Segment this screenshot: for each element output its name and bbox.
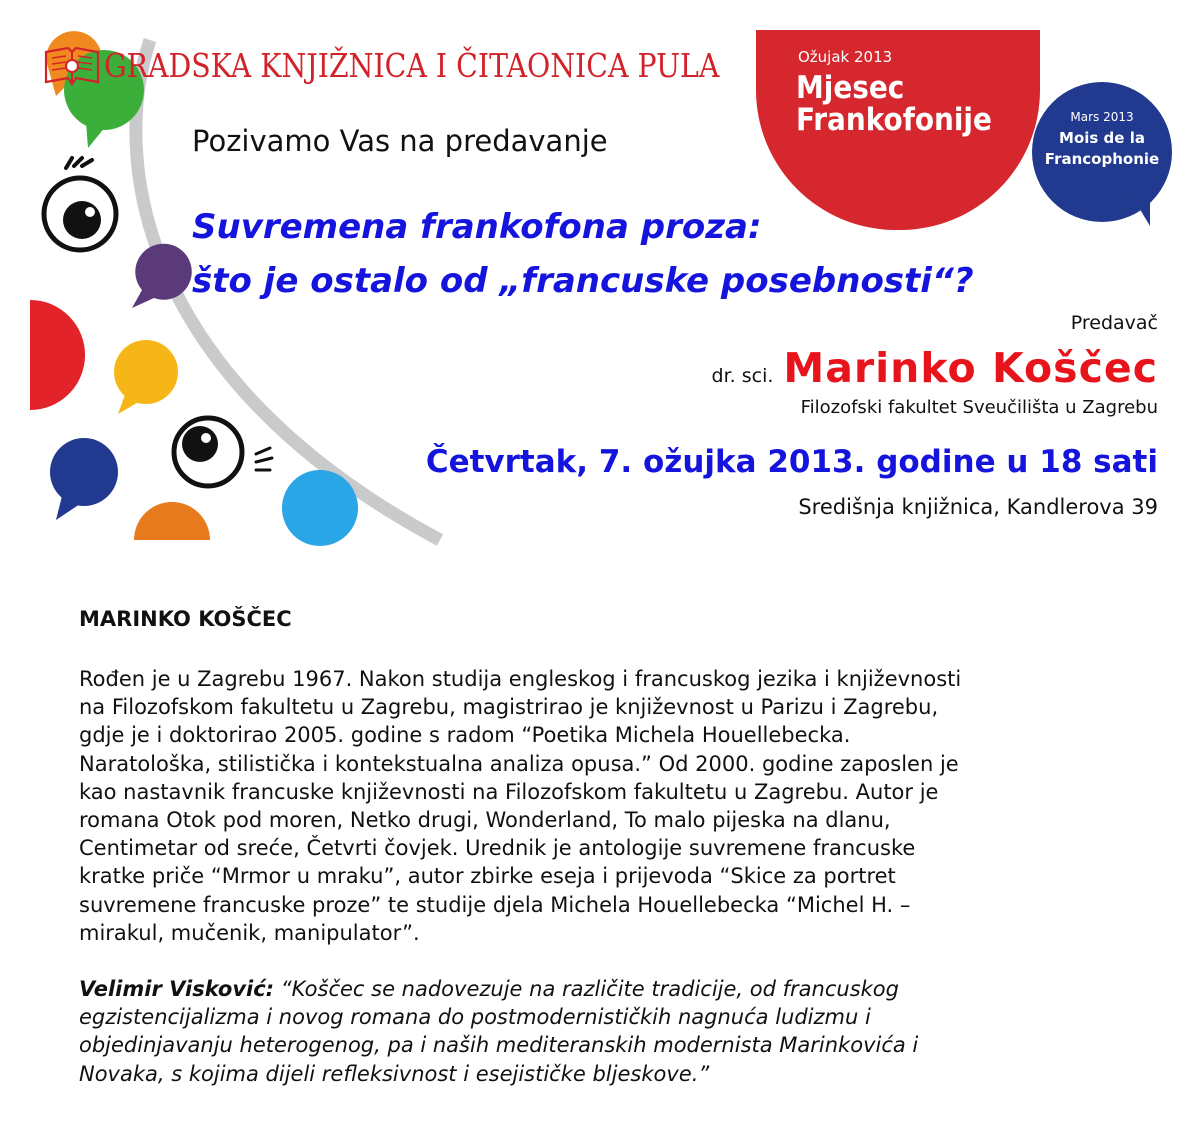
- quote-line-text: “Koščec se nadovezuje na različite tradicije, od francuskog: [274, 977, 899, 1001]
- bio-line: kratke priče “Mrmor u mraku”, autor zbirke eseja i prijevoda “Skice za portret: [79, 864, 896, 889]
- bio-line: Centimetar od sreće, Četvrti čovjek. Urednik je antologije suvremene francuske: [79, 836, 916, 861]
- badge-title-fr-line1: Mois de la: [1059, 129, 1145, 147]
- lecturer-label: Predavač: [1070, 312, 1158, 334]
- event-date-time: Četvrtak, 7. ožujka 2013. godine u 18 sati: [425, 444, 1158, 480]
- speaker-academic-title: dr. sci.: [711, 365, 774, 387]
- eye-icon-bottom: [174, 418, 272, 486]
- orange-bubble-bottom: [134, 502, 210, 540]
- red-bubble: [30, 300, 85, 410]
- invitation-text: Pozivamo Vas na predavanje: [192, 124, 608, 158]
- lecture-title-line2: što je ostalo od „francuske posebnosti“?: [192, 261, 974, 301]
- bio-line: Rođen je u Zagrebu 1967. Nakon studija engleskog i francuskog jezika i književnosti: [79, 667, 962, 691]
- quote-author: Velimir Visković:: [79, 977, 275, 1001]
- badge-month-fr: Mars 2013: [1070, 110, 1134, 124]
- badge-month-hr: Ožujak 2013: [798, 48, 893, 66]
- lecture-title: [192, 200, 974, 308]
- bio-heading: MARINKO KOŠČEC: [79, 607, 292, 631]
- bio-line: gdje je i doktorirao 2005. godine s radom “Poetika Michela Houellebecka.: [79, 723, 851, 748]
- bio-line: romana Otok pod moren, Netko drugi, Wonderland, To malo pijeska na dlanu,: [79, 808, 891, 833]
- quote-line: objedinjavanju heterogenog, pa i naših mediteranskih modernista Marinkovića i: [79, 1033, 919, 1058]
- speaker-affiliation: Filozofski fakultet Sveučilišta u Zagrebu: [800, 397, 1158, 418]
- speaker-name: Marinko Koščec: [783, 344, 1158, 392]
- bio-line: Naratološka, stilistička i kontekstualna analiza opusa.” Od 2000. godine zaposlen je: [79, 751, 959, 776]
- badge-title-hr-line2: Frankofonije: [796, 102, 992, 138]
- badge-title-fr: [1032, 128, 1172, 170]
- yellow-bubble: [114, 340, 178, 414]
- speaker-line: [712, 344, 1158, 392]
- critic-quote: [79, 975, 1119, 1088]
- event-venue: Središnja knjižnica, Kandlerova 39: [798, 495, 1158, 519]
- lightblue-bubble: [282, 470, 358, 546]
- library-book-logo-icon: [42, 44, 102, 88]
- badge-title-fr-line2: Francophonie: [1044, 150, 1160, 168]
- bio-line: suvremene francuske proze” te studije djela Michela Houellebecka “Michel H. –: [79, 892, 911, 917]
- badge-blue-tail: [1132, 196, 1150, 226]
- library-name: GRADSKA KNJIŽNICA I ČITAONICA PULA: [104, 46, 720, 85]
- bio-line: mirakul, mučenik, manipulator”.: [79, 920, 420, 945]
- quote-line: egzistencijalizma i novog romana do postmodernističkih nagnuća ludizmu i: [79, 1005, 871, 1030]
- quote-line: Novaka, s kojima dijeli refleksivnost i esejističke bljeskove.”: [79, 1061, 710, 1086]
- quote-line: [79, 975, 1119, 1003]
- badge-title-hr: [796, 72, 992, 136]
- bio-line: kao nastavnik francuske književnosti na Filozofskom fakultetu u Zagrebu. Autor je: [79, 779, 939, 804]
- bio-text: [79, 665, 1119, 947]
- badge-title-hr-line1: Mjesec: [796, 70, 905, 106]
- navy-bubble: [50, 438, 118, 520]
- bio-line: na Filozofskom fakultetu u Zagrebu, magistrirao je književnost u Parizu i Zagrebu,: [79, 695, 939, 720]
- eye-icon-top: [44, 158, 116, 250]
- lecture-title-line1: Suvremena frankofona proza:: [192, 207, 762, 247]
